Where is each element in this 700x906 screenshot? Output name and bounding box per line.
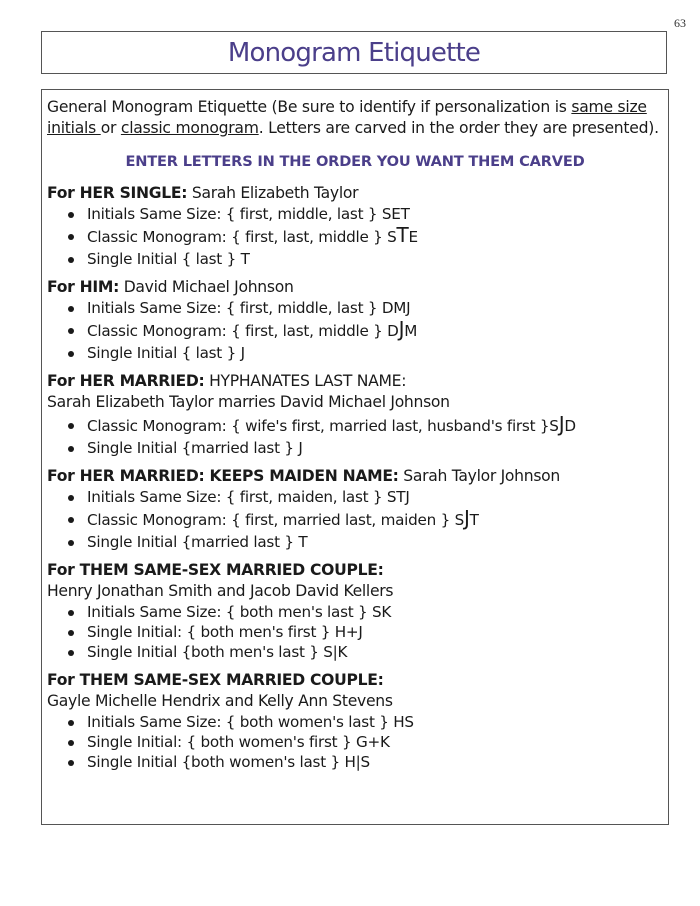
page-number: 63 [674,16,686,30]
list-item: Single Initial {both women's last } H|S [67,752,663,772]
list-item: Initials Same Size: { first, middle, last } DMJ [67,298,663,318]
monogram-right-letter: D [564,417,576,435]
intro-paragraph [47,97,663,139]
list-item [67,507,663,532]
bullet-list [47,413,663,458]
list-item-text: Classic Monogram: { first, married last, maiden } S [87,511,464,529]
list-item-text: Classic Monogram: { first, last, middle } D [87,322,399,340]
monogram-center-letter: J [558,412,565,436]
list-item: Initials Same Size: { first, maiden, last } STJ [67,487,663,507]
section-name: HYPHANATES LAST NAME: [204,372,407,390]
monogram-center-letter: J [398,317,405,341]
list-item: Single Initial {both men's last } S|K [67,642,663,662]
list-item: Initials Same Size: { first, middle, last } SET [67,204,663,224]
section-her-married-hyphenates [47,371,663,458]
monogram-right-letter: T [469,511,479,529]
section-heading [47,466,663,487]
section-names: Gayle Michelle Hendrix and Kelly Ann Stevens [47,692,393,710]
list-item: Single Initial {married last } J [67,438,663,458]
monogram-left-letter: S [549,417,559,435]
section-names: Henry Jonathan Smith and Jacob David Kellers [47,582,394,600]
list-item: Single Initial { last } T [67,249,663,269]
section-her-married-maiden [47,466,663,552]
section-label: For THEM SAME-SEX MARRIED COUPLE: [47,561,384,579]
intro-text-1: General Monogram Etiquette (Be sure to identify if personalization is [47,98,572,116]
list-item: Single Initial {married last } T [67,532,663,552]
section-names: Sarah Elizabeth Taylor marries David Michael Johnson [47,393,450,411]
bullet-list [47,487,663,552]
section-name: Sarah Elizabeth Taylor [187,184,359,202]
section-heading [47,560,663,581]
list-item: Initials Same Size: { both men's last } SK [67,602,663,622]
section-her-single [47,183,663,269]
same-size-initials-link: same size initials [47,98,647,137]
monogram-right-letter: E [408,228,418,246]
section-label: For THEM SAME-SEX MARRIED COUPLE: [47,671,384,689]
monogram-right-letter: M [404,322,418,340]
section-heading [47,277,663,298]
list-item: Initials Same Size: { both women's last } HS [67,712,663,732]
list-item-text: Classic Monogram: { first, last, middle } S [87,228,397,246]
section-heading [47,183,663,204]
section-label: For HIM: [47,278,120,296]
list-item: Single Initial { last } J [67,343,663,363]
classic-monogram-link: classic monogram [120,119,259,137]
content-box [41,89,669,825]
section-him [47,277,663,363]
list-item-text: Classic Monogram: { wife's first, married last, husband's first } [87,417,550,435]
section-name: David Michael Johnson [119,278,294,296]
section-label: For HER MARRIED: KEEPS MAIDEN NAME: [47,467,399,485]
bullet-list [47,204,663,269]
enter-letters-heading: ENTER LETTERS IN THE ORDER YOU WANT THEM CARVED [125,153,585,170]
bullet-list [47,298,663,363]
section-them-women [47,670,663,772]
section-label: For HER SINGLE: [47,184,188,202]
monogram-center-letter: J [463,506,470,530]
intro-text-3: . Letters are carved in the order they are presented). [258,119,659,137]
section-heading [47,670,663,691]
page-title: Monogram Etiquette [227,37,481,68]
monogram-center-letter: T [396,223,409,247]
list-item [67,413,663,438]
title-box [41,31,667,74]
list-item: Single Initial: { both women's first } G+K [67,732,663,752]
section-heading [47,371,663,392]
section-name: Sarah Taylor Johnson [398,467,560,485]
bullet-list [47,602,663,662]
intro-text-2: or [100,119,121,137]
list-item [67,318,663,343]
section-label: For HER MARRIED: [47,372,205,390]
list-item: Single Initial: { both men's first } H+J [67,622,663,642]
bullet-list [47,712,663,772]
section-them-men [47,560,663,662]
list-item [67,224,663,249]
